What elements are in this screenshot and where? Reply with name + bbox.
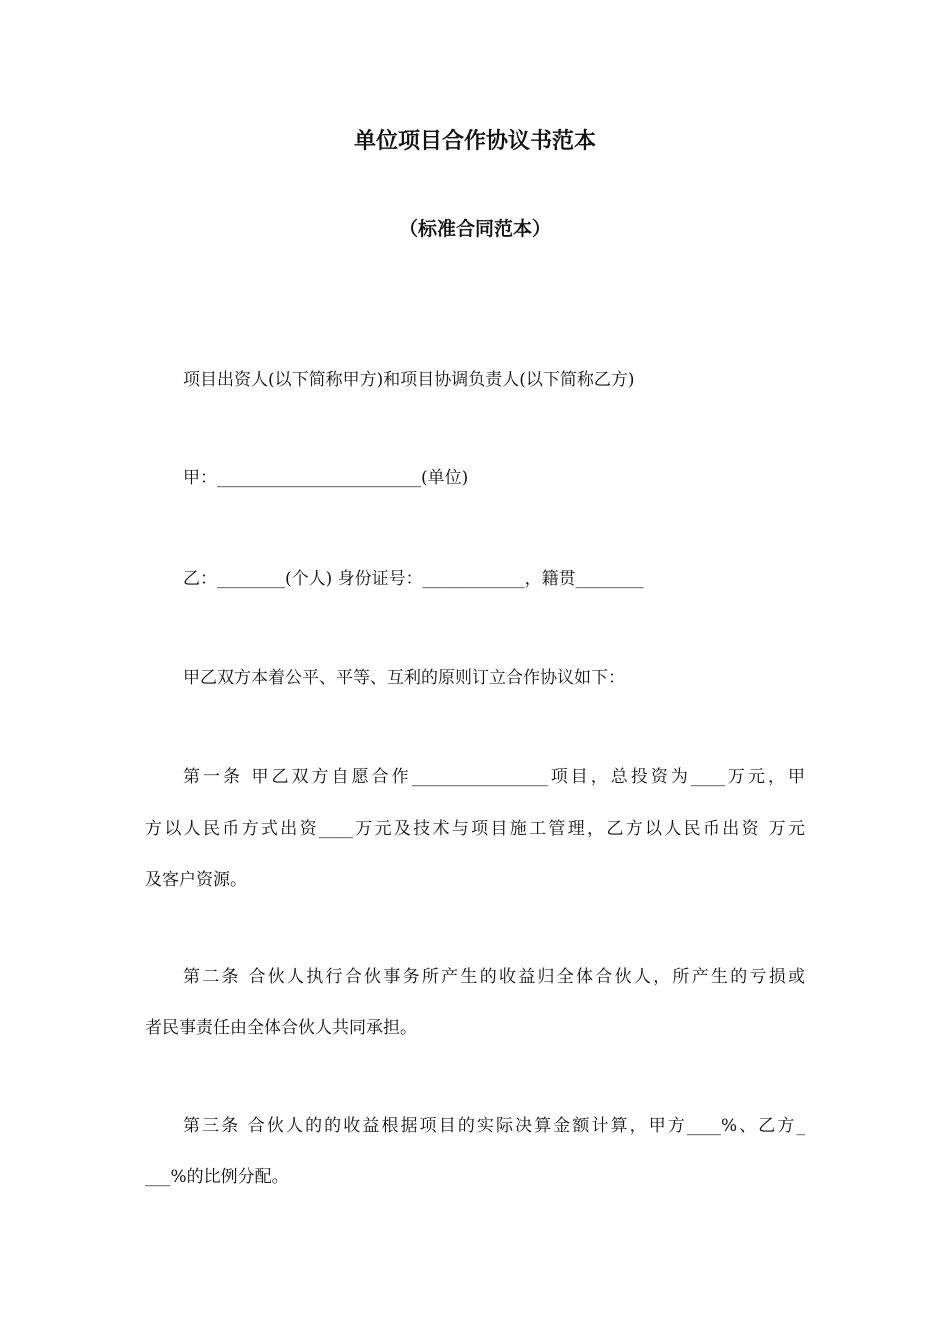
article-2-line-2: 者民事责任由全体合伙人共同承担。 — [145, 1018, 417, 1038]
article-1-line-1: 第一条 甲乙双方自愿合作________________项目，总投资为____万元，甲 — [183, 767, 805, 787]
article-2-line-1: 第二条 合伙人执行合伙事务所产生的收益归全体合伙人，所产生的亏损或 — [183, 967, 805, 987]
article-1-line-3: 及客户资源。 — [145, 870, 247, 890]
article-3-line-2: ___%的比例分配。 — [145, 1167, 289, 1187]
article-1-line-2: 方以人民币方式出资____万元及技术与项目施工管理，乙方以人民币出资 万元 — [145, 819, 805, 839]
document-title: 单位项目合作协议书范本 — [353, 129, 596, 154]
intro-paragraph: 项目出资人(以下简称甲方)和项目协调负责人(以下简称乙方) — [183, 370, 635, 390]
document-subtitle: （标准合同范本） — [398, 218, 551, 240]
party-b-line: 乙：________(个人) 身份证号：____________，籍贯________ — [183, 569, 644, 589]
principle-paragraph: 甲乙双方本着公平、平等、互利的原则订立合作协议如下： — [183, 668, 625, 688]
party-a-line: 甲：________________________(单位) — [183, 468, 469, 488]
article-3-line-1: 第三条 合伙人的的收益根据项目的实际决算金额计算，甲方____%、乙方_ — [183, 1116, 805, 1136]
